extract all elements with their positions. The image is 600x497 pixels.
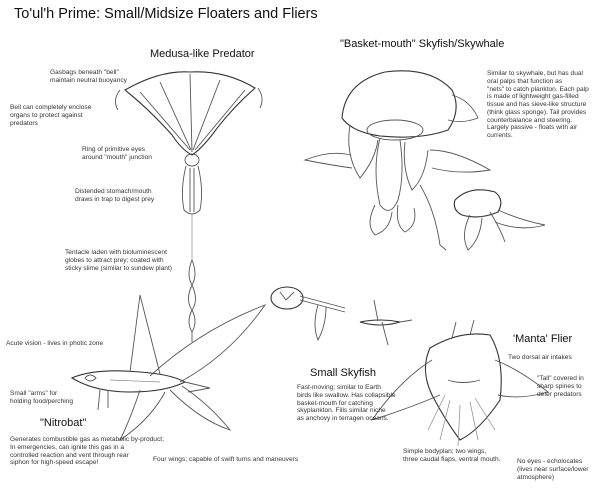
medusa-drawing [115,72,262,342]
medusa-note-eyes: Ring of primitive eyes around "mouth" junction [82,146,152,161]
medusa-note-tentacle: Tentacle laden with bioluminescent globes to attract prey; coated with sticky slime (similar to sundew plant) [65,249,172,272]
basket-note: Similar to skywhale, but has dual oral palps that function as "nets" to catch plankton. Each palp is made of lightweight gas-filled tissue and has sieve-like structure (think glass sponge). Tail provides counterbalance and steering. Largely passive - floats with air currents. [487,70,589,140]
medusa-note-bell: Bell can completely enclose organs to protect against predators [10,104,92,127]
page-title: To'ul'h Prime: Small/Midsize Floaters and Fliers [14,6,318,22]
manta-note-intakes: Two dorsal air intakes [508,354,572,361]
nitrobat-note-wings: Four wings; capable of swift turns and maneuvers [153,456,299,463]
skyfish-heading: Small Skyfish [310,367,377,379]
basket-heading: "Basket-mouth" Skyfish/Skywhale [340,38,505,50]
manta-heading: 'Manta' Flier [513,333,573,345]
manta-note-tail: "Tall" covered in sharp spines to deter predators [537,375,584,398]
nitrobat-heading: "Nitrobat" [40,417,87,429]
medusa-note-gasbags: Gasbags beneath "bell" maintain neutral buoyancy [50,69,127,84]
nitrobat-note-vision: Acute vision - lives in photic zone [6,340,104,347]
medusa-heading: Medusa-like Predator [150,48,255,60]
small-skyfish-drawing [271,287,412,345]
nitrobat-note-gas: Generates combustible gas as metabolic by-product; In emergencies, can ignite this gas in a controlled reaction and vent through rear siphon for high-speed escape! [10,436,164,467]
basket-side-drawing [454,190,545,250]
manta-note-eyes: No eyes - echolocates (lives near surface/lower atmosphere) [517,458,589,481]
basket-skywhale-drawing [305,71,490,250]
medusa-note-stomach: Distended stomach/mouth draws in trap to digest prey [75,188,155,203]
nitrobat-note-arms: Small "arms" for holding food/perching [10,390,74,405]
skyfish-note: Fast-moving; similar to Earth birds like swallow. Has collapsible basket-mouth for catching skyplankton. Fills similar niche as anchovy in terragen oceans. [297,384,396,423]
nitrobat-drawing [72,295,265,440]
manta-note-bodyplan: Simple bodyplan; two wings, three caudal flaps, ventral mouth. [403,448,501,463]
